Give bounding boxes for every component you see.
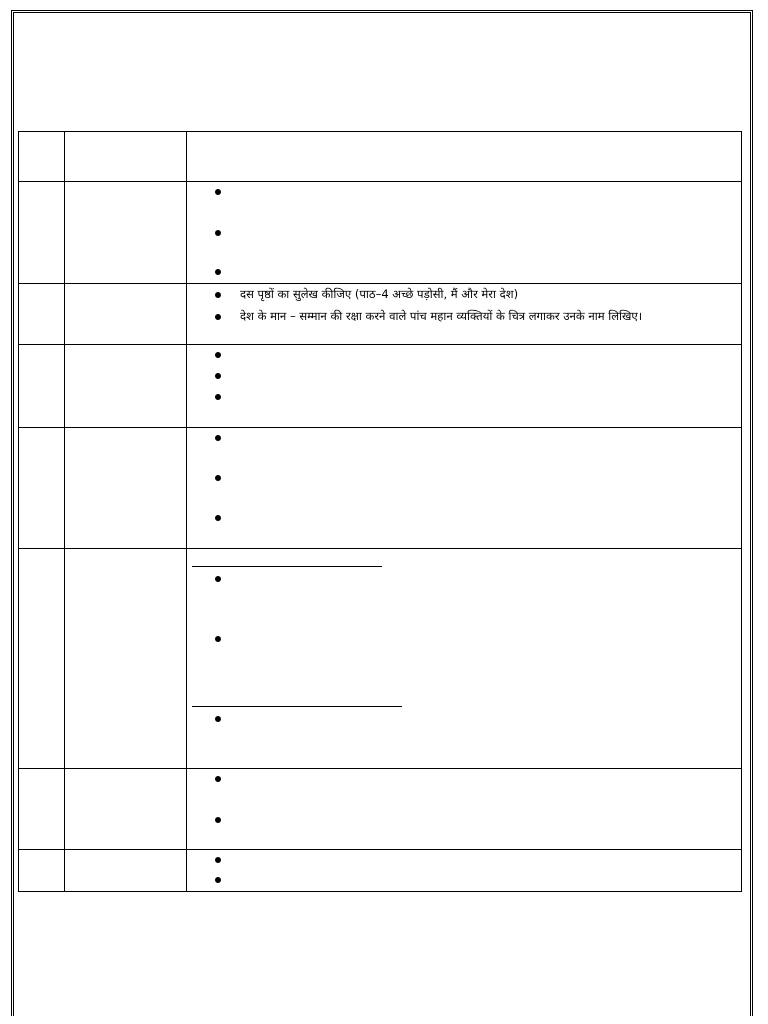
bullet — [215, 857, 221, 863]
row-divider — [18, 344, 742, 345]
blank-heading-underline — [192, 706, 402, 707]
row-divider — [18, 283, 742, 284]
row-divider — [18, 548, 742, 549]
bullet — [215, 576, 221, 582]
list-item: दस पृष्ठों का सुलेख कीजिए (पाठ–4 अच्छे पड़ोसी, मैं और मेरा देश) — [240, 287, 519, 301]
bullet — [215, 352, 221, 358]
bullet — [215, 877, 221, 883]
bullet — [215, 636, 221, 642]
bullet — [215, 394, 221, 400]
row-divider — [18, 768, 742, 769]
column-divider — [186, 131, 187, 892]
table-border-right — [741, 131, 742, 892]
bullet — [215, 230, 221, 236]
row-divider — [18, 427, 742, 428]
bullet — [215, 292, 221, 298]
bullet — [215, 817, 221, 823]
blank-heading-underline — [192, 566, 382, 567]
bullet — [215, 515, 221, 521]
table-border-top — [18, 131, 742, 132]
page-border — [11, 10, 753, 1016]
table-border-bottom — [18, 891, 742, 892]
row-divider — [18, 849, 742, 850]
bullet — [215, 716, 221, 722]
bullet — [215, 435, 221, 441]
bullet — [215, 373, 221, 379]
bullet — [215, 189, 221, 195]
table-border-left — [18, 131, 19, 892]
list-item: देश के मान – सम्मान की रक्षा करने वाले पांच महान व्यक्तियों के चित्र लगाकर उनके नाम लिखिए। — [240, 309, 643, 323]
bullet — [215, 475, 221, 481]
bullet — [215, 269, 221, 275]
bullet — [215, 314, 221, 320]
bullet — [215, 776, 221, 782]
column-divider — [64, 131, 65, 892]
row-divider — [18, 181, 742, 182]
